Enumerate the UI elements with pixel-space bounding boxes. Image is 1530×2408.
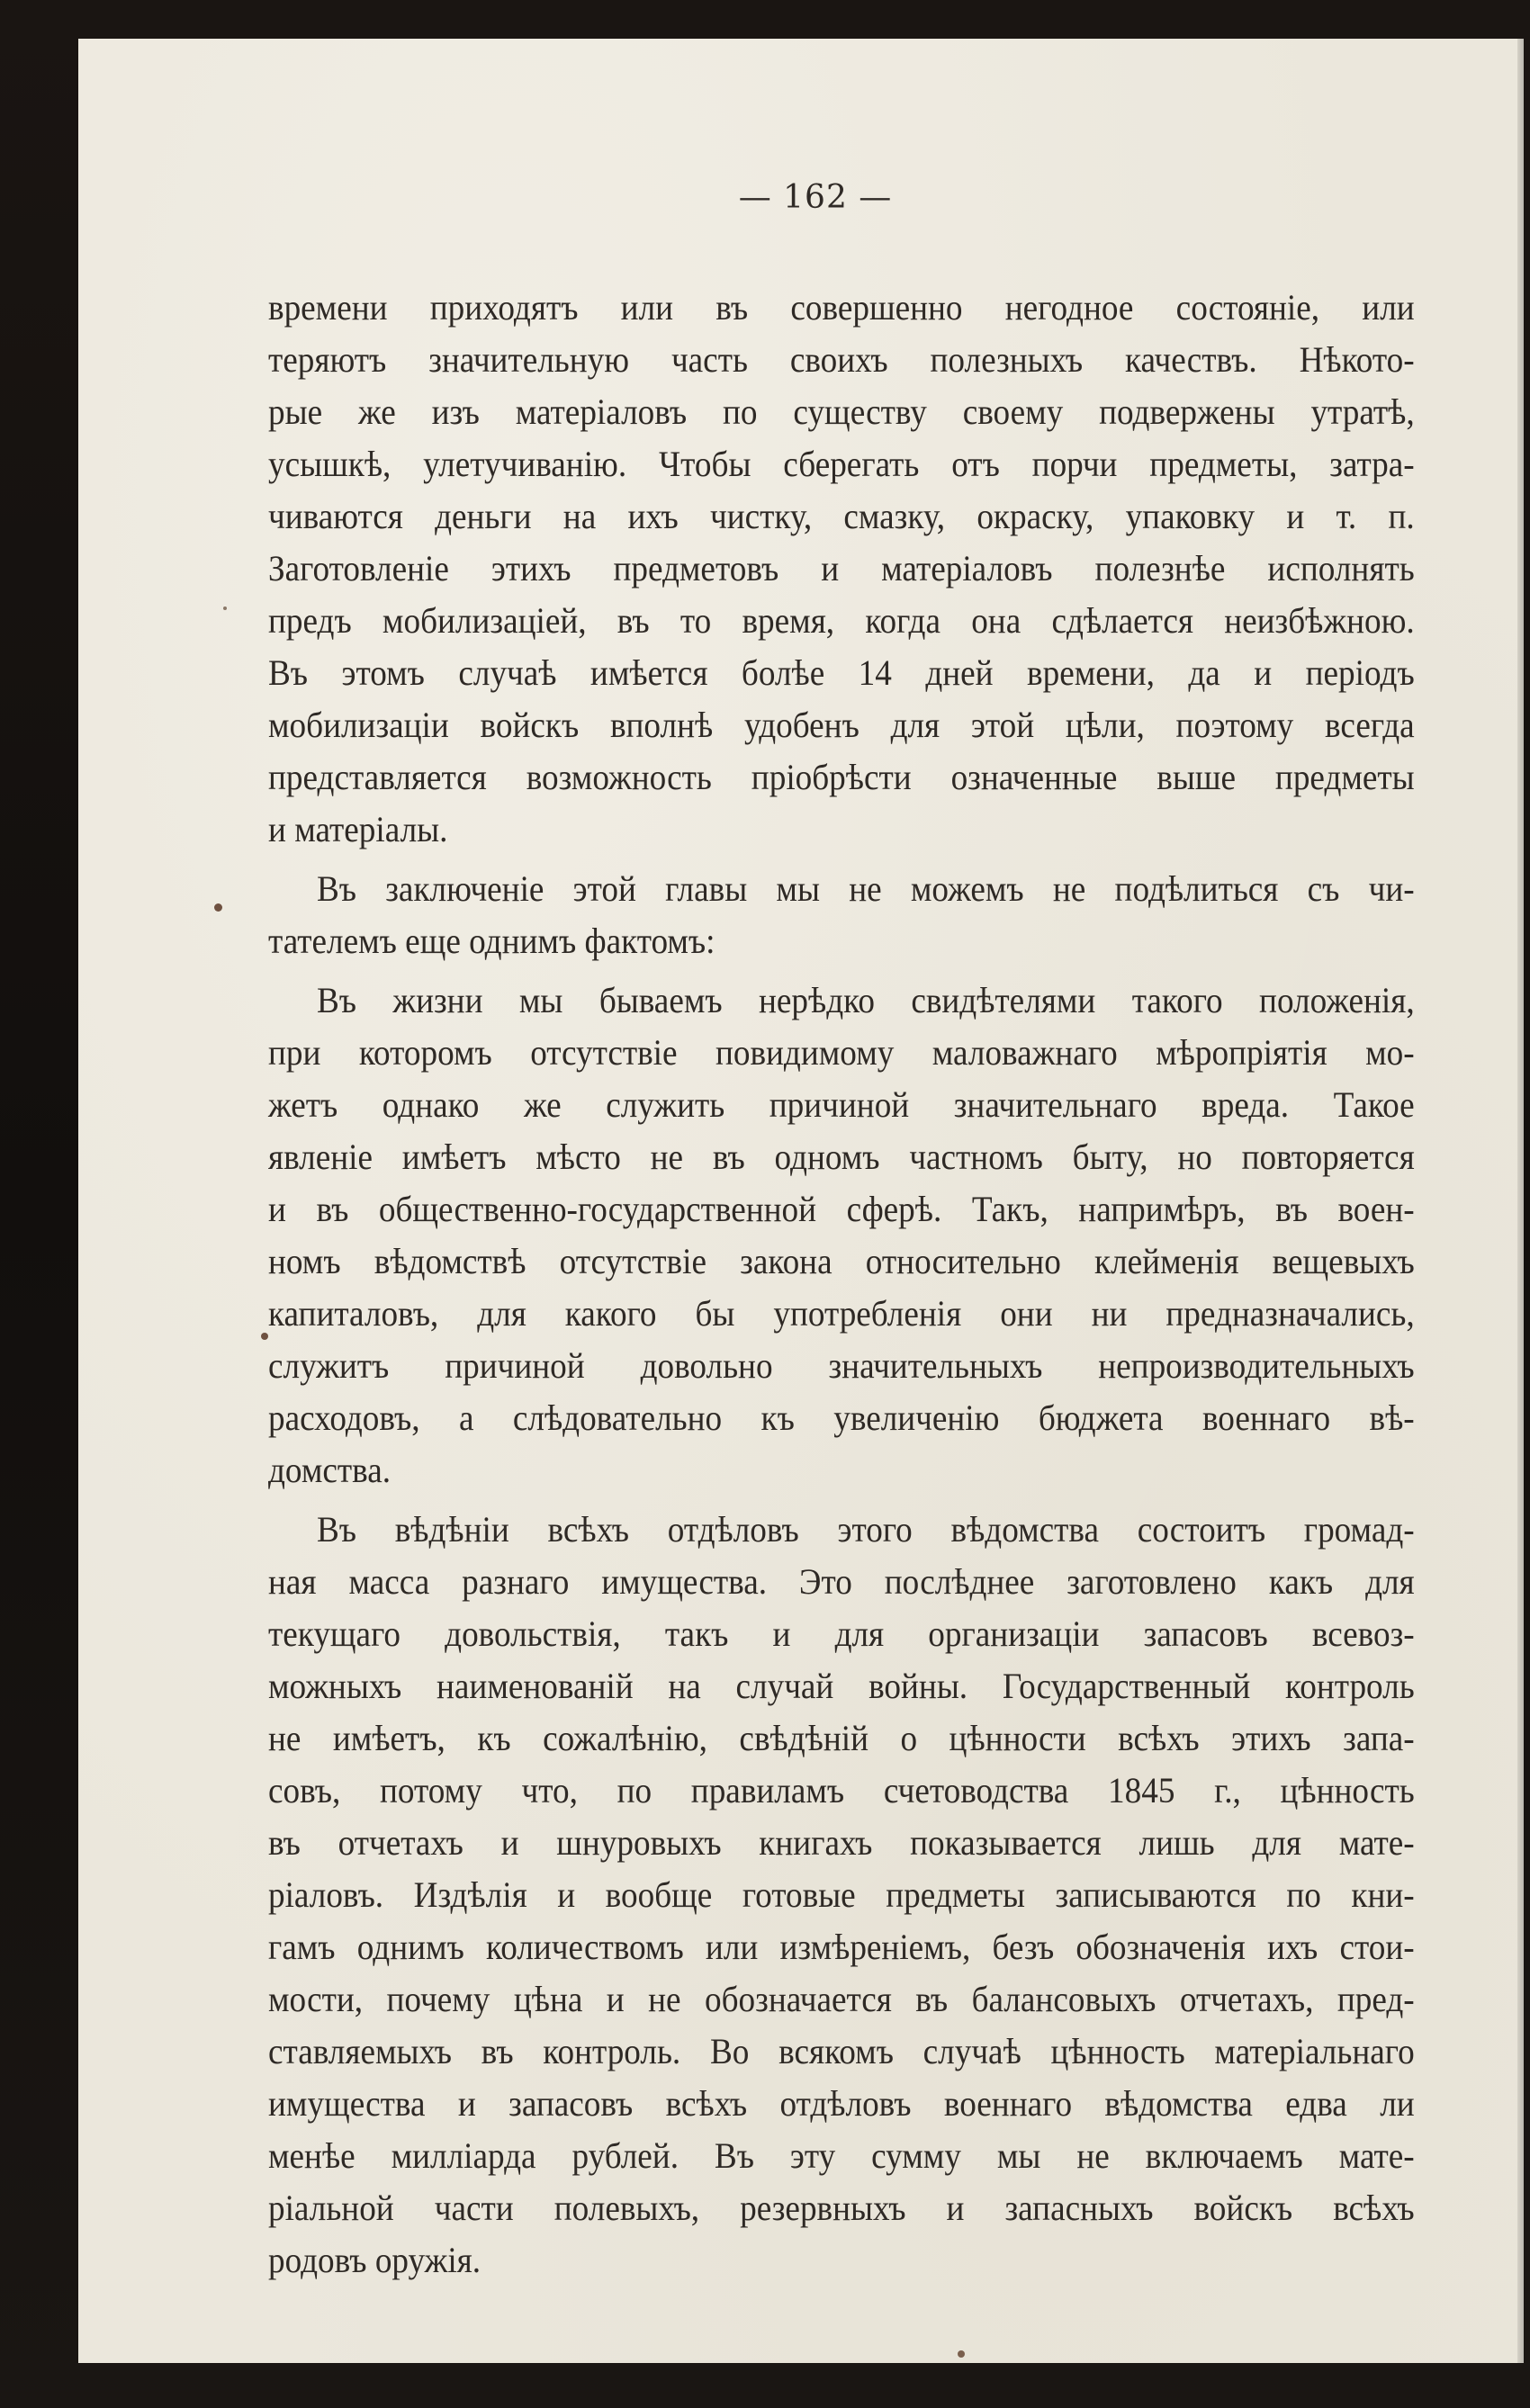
text-line: ставляемыхъ въ контроль. Во всякомъ случаѣ цѣнность матерiальнаго (268, 2031, 1415, 2071)
book-page (78, 39, 1524, 2363)
text-line: и въ общественно-государственной сферѣ. Такъ, напримѣръ, въ воен- (268, 1189, 1415, 1229)
text-line: представляется возможность прiобрѣсти означенные выше предметы (268, 757, 1415, 797)
text-line: Въ жизни мы бываемъ нерѣдко свидѣтелями такого положенiя, (316, 980, 1415, 1020)
page-edge (1517, 39, 1524, 2363)
text-line: ная масса разнаго имущества. Это послѣднее заготовлено какъ для (268, 1561, 1415, 1602)
text-line: Въ этомъ случаѣ имѣется болѣе 14 дней времени, да и перiодъ (268, 652, 1415, 693)
text-line: можныхъ наименованiй на случай войны. Государственный контроль (268, 1666, 1415, 1706)
paragraph-gap (268, 856, 1415, 863)
text-line: расходовъ, а слѣдовательно къ увеличенiю бюджета военнаго вѣ- (268, 1397, 1415, 1438)
paragraph (268, 1504, 1415, 2287)
text-line: не имѣетъ, къ сожалѣнiю, свѣдѣнiй о цѣнности всѣхъ этихъ запа- (268, 1718, 1415, 1758)
text-line: имущества и запасовъ всѣхъ отдѣловъ военнаго вѣдомства едва ли (268, 2083, 1415, 2124)
text-line: капиталовъ, для какого бы употребленiя они ни предназначались, (268, 1293, 1415, 1334)
page-number: — 162 — (738, 179, 893, 216)
text-line: домства. (268, 1450, 392, 1490)
text-line: теряютъ значительную часть своихъ полезныхъ качествъ. Нѣкото- (268, 339, 1415, 380)
text-line: родовъ оружiя. (268, 2240, 482, 2280)
text-line: въ отчетахъ и шнуровыхъ книгахъ показывается лишь для мате- (268, 1822, 1415, 1863)
text-line: и матерiалы. (268, 809, 448, 849)
text-line: мобилизацiи войскъ вполнѣ удобенъ для этой цѣли, поэтому всегда (268, 705, 1415, 745)
text-line: рiальной части полевыхъ, резервныхъ и запасныхъ войскъ всѣхъ (268, 2188, 1415, 2228)
paragraph-gap (268, 967, 1415, 975)
bottom-dot (958, 2350, 965, 2358)
text-line: чиваются деньги на ихъ чистку, смазку, окраску, упаковку и т. п. (268, 496, 1415, 536)
text-line: Заготовленiе этихъ предметовъ и матерiаловъ полезнѣе исполнять (268, 548, 1415, 589)
text-line: мости, почему цѣна и не обозначается въ балансовыхъ отчетахъ, пред- (268, 1979, 1415, 2019)
text-line: менѣе миллiарда рублей. Въ эту сумму мы не включаемъ мате- (268, 2135, 1415, 2176)
text-line: Въ вѣдѣнiи всѣхъ отдѣловъ этого вѣдомства состоитъ громад- (316, 1509, 1415, 1550)
paragraph-gap (268, 1496, 1415, 1504)
margin-mark (223, 606, 227, 610)
text-line: усышкѣ, улетучиванiю. Чтобы сберегать отъ порчи предметы, затра- (268, 444, 1415, 484)
paragraph (268, 975, 1415, 1496)
text-line: номъ вѣдомствѣ отсутствiе закона относительно клейменiя вещевыхъ (268, 1241, 1415, 1281)
text-line: текущаго довольствiя, такъ и для организацiи запасовъ всевоз- (268, 1613, 1415, 1654)
text-line: рiаловъ. Издѣлiя и вообще готовые предметы записываются по кни- (268, 1874, 1415, 1915)
body-text (268, 282, 1415, 2287)
paragraph (268, 282, 1415, 856)
text-line: при которомъ отсутствiе повидимому маловажнаго мѣропрiятiя мо- (268, 1032, 1415, 1073)
text-line: рые же изъ матерiаловъ по существу своему подвержены утратѣ, (268, 391, 1415, 432)
text-line: жетъ однако же служить причиной значительнаго вреда. Такое (268, 1084, 1415, 1125)
text-line: явленiе имѣетъ мѣсто не въ одномъ частномъ быту, но повторяется (268, 1137, 1415, 1177)
text-line: гамъ однимъ количествомъ или измѣренiемъ, безъ обозначенiя ихъ стои- (268, 1927, 1415, 1967)
margin-dot (261, 1333, 268, 1340)
text-line: служитъ причиной довольно значительныхъ непроизводительныхъ (268, 1345, 1415, 1386)
text-line: совъ, потому что, по правиламъ счетоводства 1845 г., цѣнность (268, 1770, 1415, 1810)
text-line: предъ мобилизацiей, въ то время, когда она сдѣлается неизбѣжною. (268, 600, 1415, 641)
text-line: Въ заключенiе этой главы мы не можемъ не подѣлиться съ чи- (316, 868, 1415, 909)
text-line: времени приходятъ или въ совершенно негодное состоянiе, или (268, 287, 1415, 328)
text-line: тателемъ еще однимъ фактомъ: (268, 921, 716, 961)
paragraph (268, 863, 1415, 967)
margin-dot (214, 903, 222, 912)
